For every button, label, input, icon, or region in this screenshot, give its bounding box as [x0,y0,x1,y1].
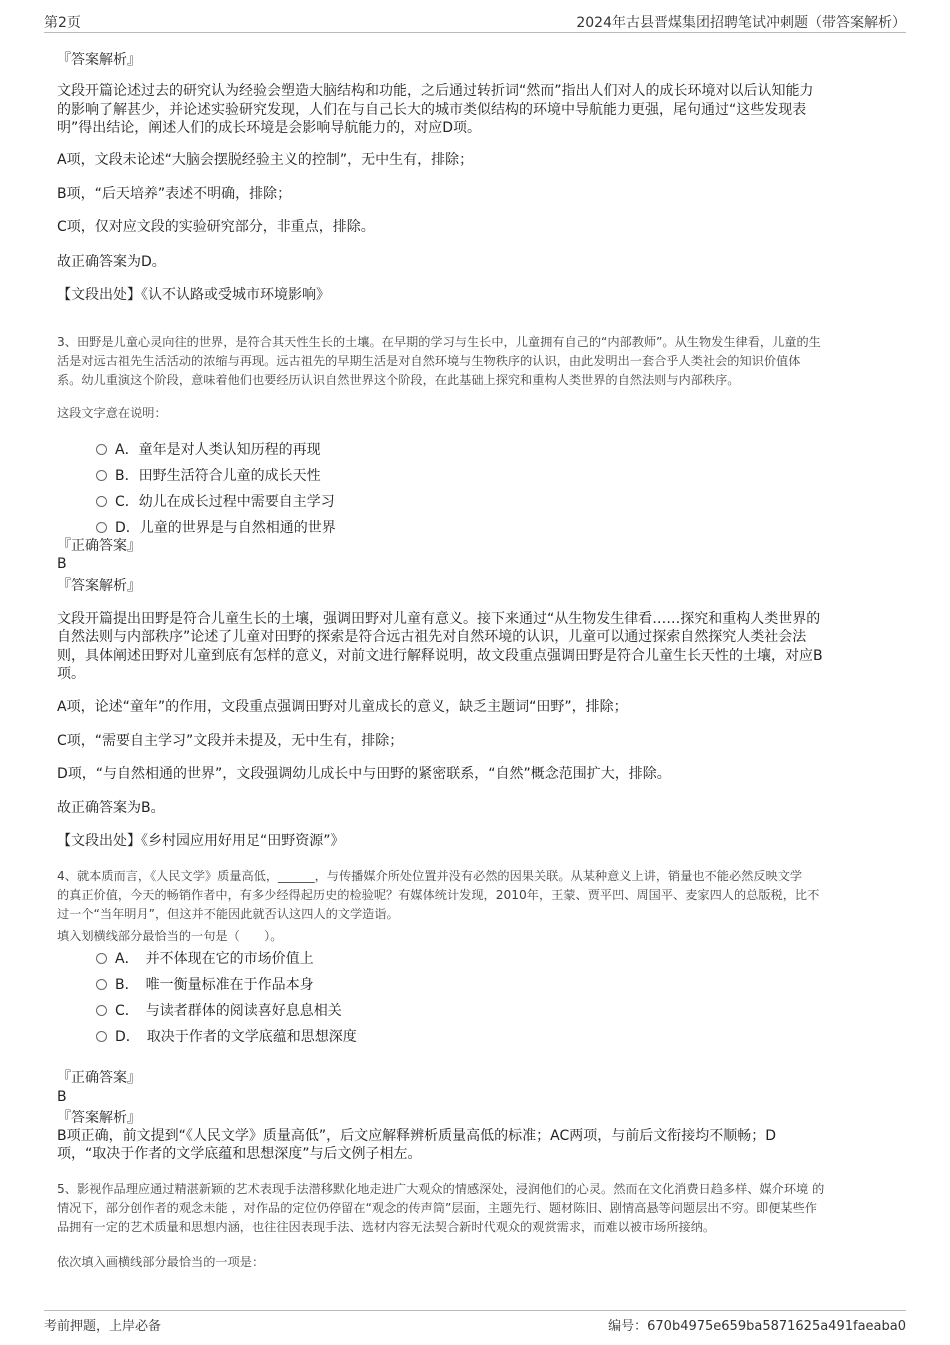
q4-question: 填入划横线部分最恰当的一句是（ ）。 [57,929,283,943]
q5-stem-line: 情况下，部分创作者的观念未能 ，对作品的定位仍停留在“观念的传声筒”层面，主题先行、题材陈旧、剧情高悬等问题层出不穷。即便某些作 [57,1201,817,1215]
q4-stem-line: 的真正价值，今天的畅销作者中，有多少经得起历史的检验呢？有媒体统计发现，2010年，王蒙、贾平凹、周国平、麦家四人的总版税，比不 [57,888,820,902]
q3-source: 【文段出处】《乡村园应用好用足“田野资源”》 [57,833,345,849]
radio-icon[interactable] [96,470,107,481]
q5-question: 依次填入画横线部分最恰当的一项是： [57,1255,265,1269]
q4-answer-label: 『正确答案』 [57,1070,141,1086]
document-id: 编号：670b4975e659ba5871625a491faeaba0 [608,1319,906,1334]
q3-question: 这段文字意在说明： [57,406,167,420]
radio-icon[interactable] [96,1005,107,1016]
q3-analysis-line: 自然法则与内部秩序”论述了儿童对田野的探索是符合远古祖先对自然环境的认识，儿童可以通过探索自然探究人类社会法 [57,629,807,645]
q3-answer: B [57,556,67,572]
q4-answer: B [57,1089,67,1105]
q3-analysis-line: 则，具体阐述田野对儿童到底有怎样的意义，对前文进行解释说明，故文段重点强调田野是符合儿童生长天性的土壤，对应B [57,648,823,664]
q2-analysis-label: 『答案解析』 [57,52,141,68]
q4-analysis-line: 项，“取决于作者的文学底蕴和思想深度”与后文例子相左。 [57,1146,422,1162]
q5-stem-line: 品拥有一定的艺术质量和思想内涵，也往往因表现手法、选材内容无法契合新时代观众的观赏需求，而难以被市场所接纳。 [57,1220,716,1234]
page-footer [44,1310,906,1333]
q2-analysis-line: 的影响了解甚少，并论述实验研究发现，人们在与自己长大的城市类似结构的环境中导航能力更强，尾句通过“这些发现表 [57,102,807,118]
document-title: 2024年古县晋煤集团招聘笔试冲刺题（带答案解析） [576,15,906,31]
q3-stem-line: 3、田野是儿童心灵向往的世界，是符合其天性生长的土壤。在早期的学习与生长中，儿童拥有自己的“内部教师”。从生物发生律看，儿童的生 [57,335,821,349]
q3-conclusion: 故正确答案为B。 [57,800,165,816]
radio-icon[interactable] [96,953,107,964]
q3-analysis-line: 文段开篇提出田野是符合儿童生长的土壤，强调田野对儿童有意义。接下来通过“从生物发生律看……探究和重构人类世界的 [57,611,821,627]
q2-source: 【文段出处】《认不认路或受城市环境影响》 [57,287,330,303]
q2-analysis-line: 明”得出结论，阐述人们的成长环境是会影响导航能力的，对应D项。 [57,120,482,136]
footer-slogan: 考前押题，上岸必备 [44,1319,162,1334]
q3-analysis-line: 项。 [57,666,85,682]
q3-option-c[interactable]: C．幼儿在成长过程中需要自主学习 [96,493,335,511]
q3-analysis-label: 『答案解析』 [57,578,141,594]
q3-note-c: C项，“需要自主学习”文段并未提及，无中生有，排除； [57,733,404,749]
q5-stem-line: 5、影视作品理应通过精湛新颖的艺术表现手法潜移默化地走进广大观众的情感深处，浸润他们的心灵。然而在文化消费日趋多样、媒介环境 的 [57,1182,825,1196]
page-header [44,12,906,33]
q3-note-d: D项，“与自然相通的世界”，文段强调幼儿成长中与田野的紧密联系，“自然”概念范围扩大，排除。 [57,766,671,782]
q3-option-b[interactable]: B．田野生活符合儿童的成长天性 [96,467,321,485]
q3-option-a[interactable]: A．童年是对人类认知历程的再现 [96,441,321,459]
q3-note-a: A项，论述“童年”的作用，文段重点强调田野对儿童成长的意义，缺乏主题词“田野”，排除； [57,699,628,715]
page-number: 第2页 [44,15,81,31]
radio-icon[interactable] [96,496,107,507]
q4-option-c[interactable]: C． 与读者群体的阅读喜好息息相关 [96,1002,342,1020]
q4-analysis-line: B项正确，前文提到“《人民文学》质量高低”，后文应解释辨析质量高低的标准；AC两项，与前后文衔接均不顺畅；D [57,1128,776,1144]
q3-stem-line: 活是对远古祖先生活活动的浓缩与再现。远古祖先的早期生活是对自然环境与生物秩序的认识，由此发明出一套合乎人类社会的知识价值体 [57,354,801,368]
q4-option-d[interactable]: D． 取决于作者的文学底蕴和思想深度 [96,1028,357,1046]
q3-answer-label: 『正确答案』 [57,538,141,554]
q4-analysis-label: 『答案解析』 [57,1110,141,1126]
q3-stem-line: 系。幼儿重演这个阶段，意味着他们也要经历认识自然世界这个阶段，在此基础上探究和重构人类世界的自然法则与内部秩序。 [57,373,740,387]
radio-icon[interactable] [96,444,107,455]
q4-option-b[interactable]: B． 唯一衡量标准在于作品本身 [96,976,314,994]
q4-stem-line: 过一个“当年明月”，但这并不能因此就否认这四人的文学造诣。 [57,907,399,921]
radio-icon[interactable] [96,522,107,533]
q4-option-a[interactable]: A． 并不体现在它的市场价值上 [96,950,314,968]
radio-icon[interactable] [96,979,107,990]
q2-conclusion: 故正确答案为D。 [57,254,166,270]
q2-note-c: C项，仅对应文段的实验研究部分，非重点，排除。 [57,219,375,235]
q2-analysis-line: 文段开篇论述过去的研究认为经验会塑造大脑结构和功能，之后通过转折词“然而”指出人们对人的成长环境对以后认知能力 [57,83,814,99]
q3-option-d[interactable]: D．儿童的世界是与自然相通的世界 [96,519,336,537]
q2-note-b: B项，“后天培养”表述不明确，排除； [57,186,292,202]
radio-icon[interactable] [96,1031,107,1042]
q4-stem-line: 4、就本质而言，《人民文学》质量高低，______，与传播媒介所处位置并没有必然的因果关联。从某种意义上讲，销量也不能必然反映文学 [57,869,803,883]
q2-note-a: A项，文段未论述“大脑会摆脱经验主义的控制”，无中生有，排除； [57,152,474,168]
